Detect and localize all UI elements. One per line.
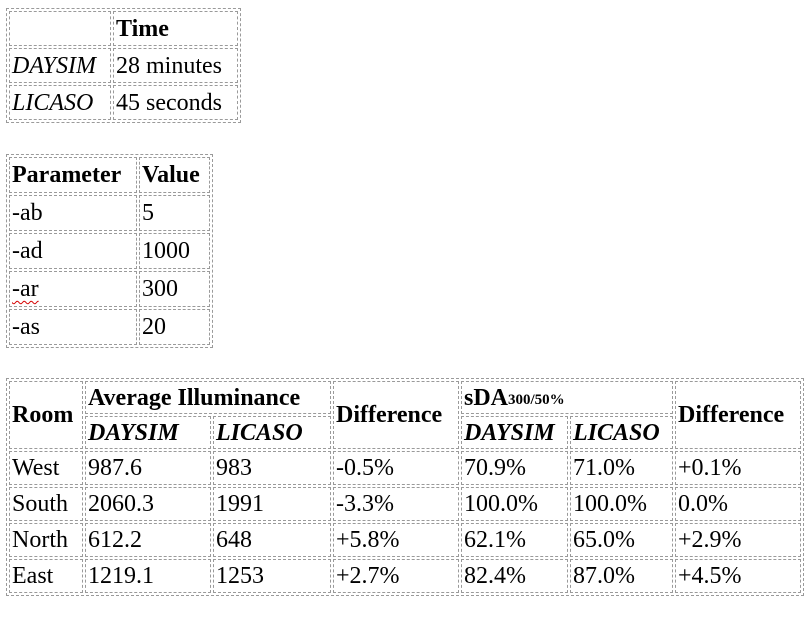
- data-cell: 100.0%: [461, 487, 568, 521]
- data-cell: 0.0%: [675, 487, 801, 521]
- header-cell-difference: Difference: [333, 381, 459, 449]
- value-cell: 1000: [139, 233, 210, 269]
- data-cell: -0.5%: [333, 451, 459, 485]
- table-row: [9, 309, 210, 345]
- time-value-cell: 28 minutes: [113, 48, 238, 83]
- sda-subscript: 300/50%: [508, 391, 565, 408]
- data-cell: 65.0%: [570, 523, 673, 557]
- time-value-cell: 45 seconds: [113, 85, 238, 120]
- table-row: [9, 523, 801, 557]
- room-cell: West: [9, 451, 83, 485]
- table-row: [9, 11, 238, 46]
- data-cell: 87.0%: [570, 559, 673, 593]
- parameter-cell: -ab: [9, 195, 137, 231]
- header-cell-parameter: Parameter: [9, 157, 137, 193]
- header-cell-time: Time: [113, 11, 238, 46]
- data-cell: 612.2: [85, 523, 211, 557]
- data-cell: 82.4%: [461, 559, 568, 593]
- row-label-cell: LICASO: [9, 85, 111, 120]
- data-cell: +5.8%: [333, 523, 459, 557]
- table-row: [9, 451, 801, 485]
- empty-header-cell: [9, 11, 111, 46]
- header-cell-room: Room: [9, 381, 83, 449]
- value-cell: 20: [139, 309, 210, 345]
- data-cell: 648: [213, 523, 331, 557]
- parameter-cell: -as: [9, 309, 137, 345]
- header-cell-average-illuminance: Average Illuminance: [85, 381, 331, 414]
- room-cell: South: [9, 487, 83, 521]
- data-cell: +2.9%: [675, 523, 801, 557]
- data-cell: +2.7%: [333, 559, 459, 593]
- data-cell: 1219.1: [85, 559, 211, 593]
- table-row: [9, 85, 238, 120]
- table-header-row: [9, 381, 801, 414]
- data-cell: 983: [213, 451, 331, 485]
- data-cell: 2060.3: [85, 487, 211, 521]
- value-cell: 5: [139, 195, 210, 231]
- row-label-cell: DAYSIM: [9, 48, 111, 83]
- data-cell: 1991: [213, 487, 331, 521]
- table-row: [9, 271, 210, 307]
- spellcheck-underlined-text[interactable]: -ar: [12, 276, 39, 302]
- data-cell: 987.6: [85, 451, 211, 485]
- table-row: [9, 233, 210, 269]
- parameter-table: [6, 154, 213, 348]
- value-cell: 300: [139, 271, 210, 307]
- sda-label: sDA: [464, 384, 509, 411]
- data-cell: +0.1%: [675, 451, 801, 485]
- table-row: [9, 559, 801, 593]
- header-cell-difference: Difference: [675, 381, 801, 449]
- data-cell: 1253: [213, 559, 331, 593]
- data-cell: 62.1%: [461, 523, 568, 557]
- header-cell-licaso: LICASO: [213, 416, 331, 449]
- table-row: [9, 48, 238, 83]
- header-cell-sda: [461, 381, 673, 414]
- data-cell: 70.9%: [461, 451, 568, 485]
- room-cell: North: [9, 523, 83, 557]
- header-cell-value: Value: [139, 157, 210, 193]
- table-row: [9, 195, 210, 231]
- time-comparison-table: [6, 8, 241, 123]
- table-row: [9, 157, 210, 193]
- header-cell-daysim: DAYSIM: [461, 416, 568, 449]
- parameter-cell: -ad: [9, 233, 137, 269]
- header-cell-licaso: LICASO: [570, 416, 673, 449]
- data-cell: 71.0%: [570, 451, 673, 485]
- room-cell: East: [9, 559, 83, 593]
- header-cell-daysim: DAYSIM: [85, 416, 211, 449]
- data-cell: 100.0%: [570, 487, 673, 521]
- data-cell: +4.5%: [675, 559, 801, 593]
- table-row: [9, 487, 801, 521]
- results-table: [6, 378, 804, 596]
- parameter-cell: [9, 271, 137, 307]
- data-cell: -3.3%: [333, 487, 459, 521]
